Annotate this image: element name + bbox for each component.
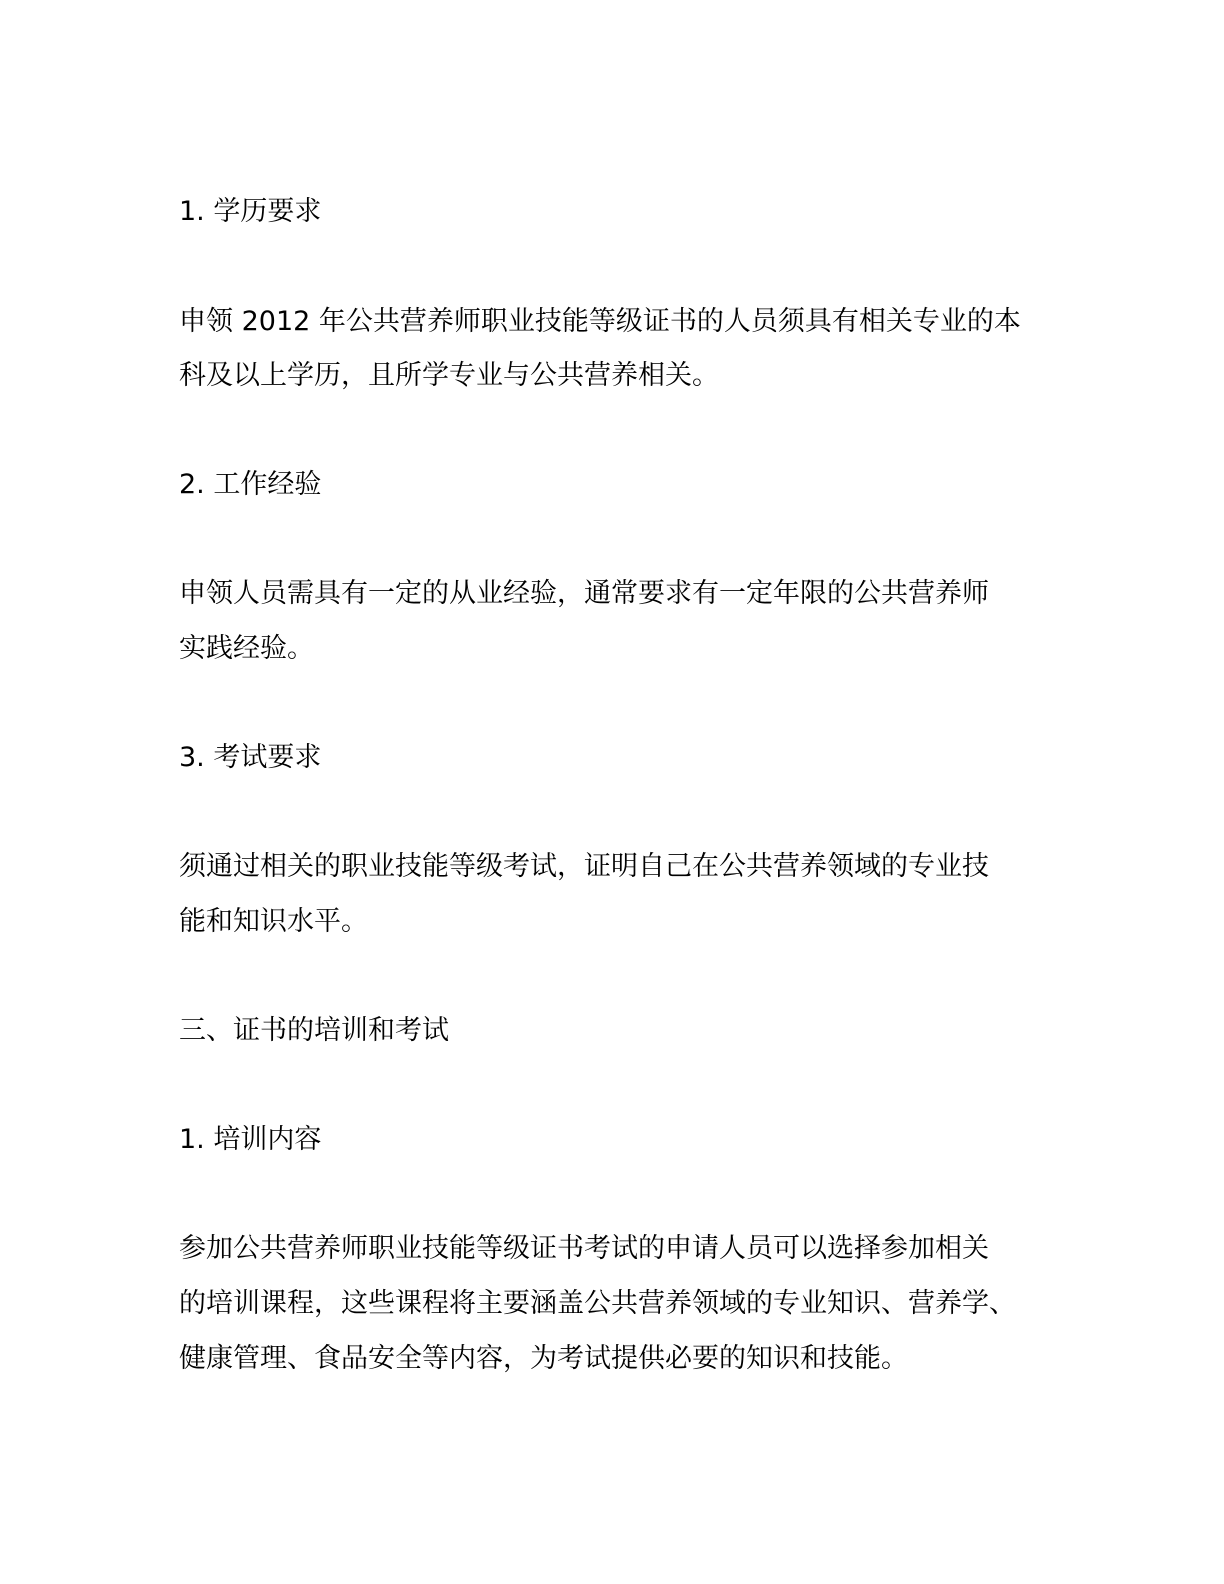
training-paragraph-line-3: 健康管理、食品安全等内容，为考试提供必要的知识和技能。 bbox=[179, 1343, 908, 1374]
chapter-heading-training-and-exam: 三、证书的培训和考试 bbox=[179, 1015, 449, 1046]
work-experience-paragraph-line-2: 实践经验。 bbox=[179, 633, 314, 664]
section-heading-education: 1. 学历要求 bbox=[179, 196, 322, 227]
section-heading-exam-requirement: 3. 考试要求 bbox=[179, 742, 322, 773]
exam-requirement-paragraph-line-1: 须通过相关的职业技能等级考试，证明自己在公共营养领域的专业技 bbox=[179, 851, 989, 882]
training-paragraph-line-1: 参加公共营养师职业技能等级证书考试的申请人员可以选择参加相关 bbox=[179, 1233, 989, 1264]
work-experience-paragraph-line-1: 申领人员需具有一定的从业经验，通常要求有一定年限的公共营养师 bbox=[179, 578, 989, 609]
education-paragraph-line-2: 科及以上学历，且所学专业与公共营养相关。 bbox=[179, 360, 719, 391]
education-paragraph-line-1: 申领 2012 年公共营养师职业技能等级证书的人员须具有相关专业的本 bbox=[179, 306, 1021, 337]
exam-requirement-paragraph-line-2: 能和知识水平。 bbox=[179, 906, 368, 937]
training-paragraph-line-2: 的培训课程，这些课程将主要涵盖公共营养领域的专业知识、营养学、 bbox=[179, 1288, 1016, 1319]
section-heading-work-experience: 2. 工作经验 bbox=[179, 469, 322, 500]
section-heading-training-content: 1. 培训内容 bbox=[179, 1124, 322, 1155]
